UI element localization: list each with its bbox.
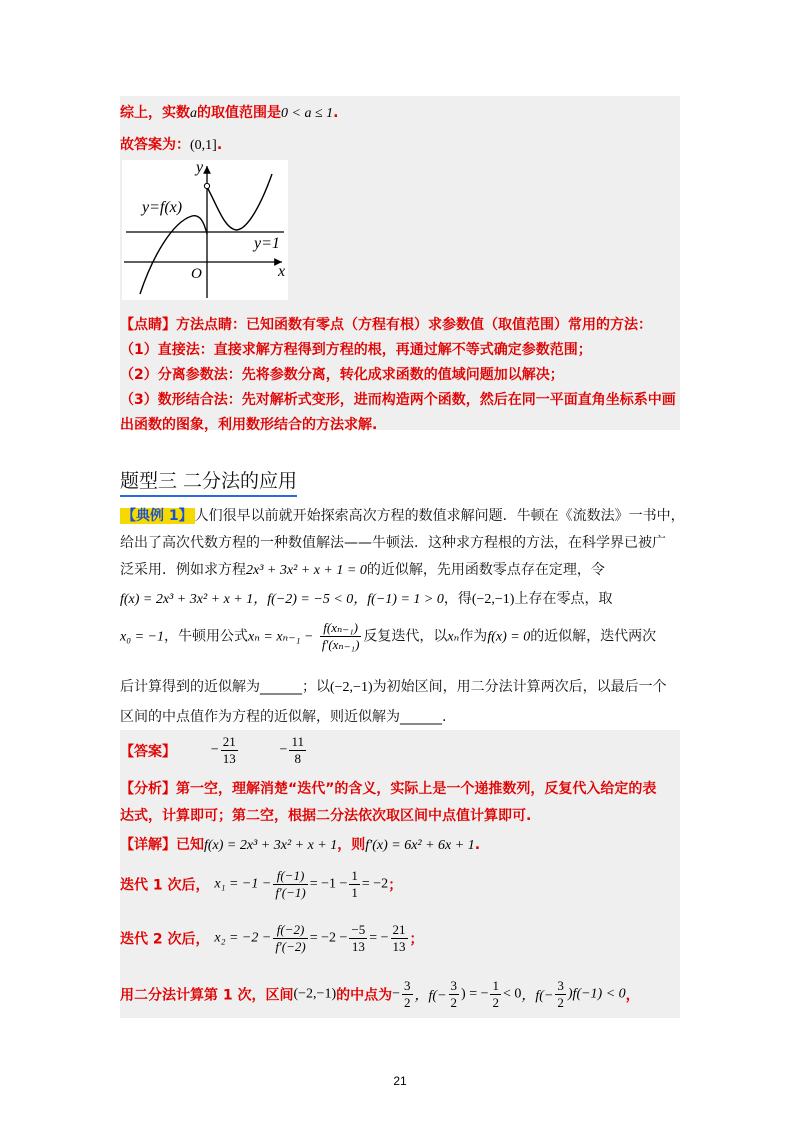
tip-line-2: （1）直接法：直接求解方程得到方程的根，再通过解不等式确定参数范围； — [120, 342, 592, 358]
tip-line-3: （2）分离参数法：先将参数分离，转化成求函数的值域问题加以解决； — [120, 367, 564, 383]
answer-row: 【答案】 − $\frac{21}{13}$ − $\frac{11}{8}$ — [120, 734, 304, 766]
analysis-line-2: 达式，计算即可；第二空，根据二分法依次取区间中点值计算即可. — [120, 808, 532, 824]
function-graph — [122, 160, 288, 300]
curve-label: y=f(x) — [142, 199, 183, 216]
iteration-2-line: 迭代 2 次后， x₂ = −2 − $\frac{f(-2)}{f'(-2)}$ = −2 − $\frac{-5}{13}$ = − $\frac{21}{13}$ ； — [120, 922, 424, 954]
answer-1: $\frac{21}{13}$ — [222, 734, 236, 766]
curve-right — [207, 174, 272, 230]
example-tag: 【典例 1】 — [122, 508, 193, 524]
line-label: y=1 — [254, 235, 280, 252]
answer-2: $\frac{11}{8}$ — [291, 734, 304, 766]
example-line-1: 【典例 1】 人们很早以前就开始探索高次方程的数值求解问题．牛顿在《流数法》一书中， — [122, 508, 685, 524]
example-line-7: 区间的中点值作为方程的近似解，则近似解为______. — [120, 709, 447, 725]
x-axis-label: x — [278, 263, 286, 280]
tip-line-1: 【点睛】方法点睛：已知函数有零点（方程有根）求参数值（取值范围）常用的方法： — [120, 317, 652, 333]
analysis-line-1: 【分析】第一空，理解消楚“迭代”的含义，实际上是一个递推数列，反复代入给定的表 — [120, 781, 657, 797]
open-point — [204, 183, 209, 188]
curve-left — [140, 216, 207, 294]
example-line-6: 后计算得到的近似解为______；以(−2,−1)为初始区间，用二分法计算两次后，以最后一个 — [120, 679, 667, 695]
conclusion-line: 综上，实数a的取值范围是0 < a ≤ 1. — [120, 105, 339, 121]
example-line-2: 给出了高次代数方程的一种数值解法——牛顿法．这种求方程根的方法，在科学界已被广 — [120, 535, 666, 551]
example-line-3: 泛采用．例如求方程2x³ + 3x² + x + 1 = 0的近似解，先用函数零点存在定理，令 — [120, 562, 605, 578]
tip-line-5: 出函数的图象，利用数形结合的方法求解. — [120, 417, 378, 433]
y-axis-label: y — [196, 160, 204, 176]
tip-line-4: （3）数形结合法：先对解析式变形，进而构造两个函数，然后在同一平面直角坐标系中画 — [120, 392, 676, 408]
section-title: 题型三 二分法的应用 — [120, 466, 297, 497]
example-line-5: x₀ = −1，牛顿用公式xₙ = xₙ₋₁ − $\frac{\text{f(xₙ₋₁)}}{\text{f′(xₙ₋₁)}}$ 反复迭代，以xₙ作为f(x) = 0的近似解，迭代两次 — [120, 620, 657, 652]
origin-label: O — [191, 266, 202, 282]
graph-svg — [122, 160, 288, 300]
bisection-line: 用二分法计算第 1 次，区间(−2,−1)的中点为− $\frac{3}{2}$ ，f(− $\frac{3}{2}$ ) = − $\frac{1}{2}$ < 0，f(− $\frac{3}{2}$ )f(−1) < 0， — [120, 978, 640, 1010]
answer-line: 故答案为：(0,1]. — [120, 137, 223, 153]
detail-line: 【详解】已知f(x) = 2x³ + 3x² + x + 1，则f′(x) = 6x² + 6x + 1. — [120, 837, 481, 853]
example-line-4: f(x) = 2x³ + 3x² + x + 1，f(−2) = −5 < 0，f(−1) = 1 > 0，得(−2,−1)上存在零点，取 — [120, 591, 613, 607]
newton-fraction: $\frac{\text{f(xₙ₋₁)}}{\text{f′(xₙ₋₁)}}$ — [321, 620, 360, 652]
iteration-1-line: 迭代 1 次后， x₁ = −1 − $\frac{f(-1)}{f'(-1)}$ = −1 − $\frac{1}{1}$ = −2； — [120, 868, 403, 900]
page-number: 21 — [393, 1074, 407, 1088]
